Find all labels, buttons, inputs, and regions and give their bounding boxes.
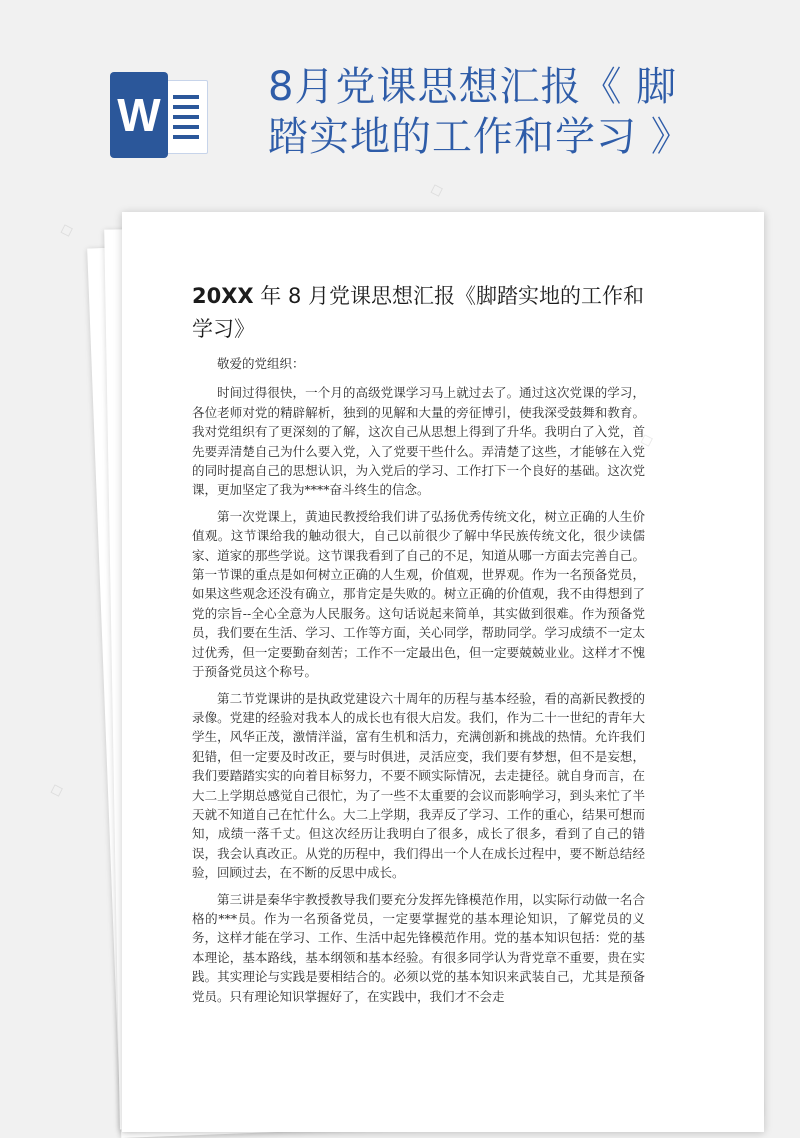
sheet-line bbox=[173, 105, 199, 109]
watermark-mark: ◇ bbox=[637, 428, 656, 452]
sheet-line bbox=[173, 115, 199, 119]
page-title: 8月党课思想汇报《 脚踏实地的工作和学习 》 bbox=[268, 64, 692, 160]
document-body bbox=[192, 354, 645, 1013]
salutation: 敬爱的党组织： bbox=[217, 356, 305, 371]
document-title bbox=[192, 280, 652, 346]
watermark-mark: ◇ bbox=[427, 178, 446, 202]
paragraph: 时间过得很快，一个月的高级党课学习马上就过去了。通过这次党课的学习，各位老师对党的精辟解析，独到的见解和大量的旁征博引，使我深受鼓舞和教育。我对党组织有了更深刻的了解，这次自己从思想上得到了升华。我明白了入党，首先要弄清楚自己为什么要入党，入了党要干些什么。弄清楚了这些，才能够在入党的同时提高自己的思想认识，为入党后的学习、工作打下一个良好的基础。这次党课，更加坚定了我为****奋斗终生的信念。 bbox=[192, 385, 645, 498]
document-page bbox=[122, 212, 764, 1132]
word-document-icon bbox=[110, 72, 210, 158]
watermark-mark: ◇ bbox=[47, 778, 66, 802]
word-badge: W bbox=[110, 72, 168, 158]
sheet-line bbox=[173, 125, 199, 129]
document-title-text: 年 8 月党课思想汇报《脚踏实地的工作和学习》 bbox=[192, 284, 644, 341]
watermark-mark: ◇ bbox=[57, 218, 76, 242]
sheet-line bbox=[173, 95, 199, 99]
sheet-line bbox=[173, 135, 199, 139]
header bbox=[0, 0, 800, 200]
document-title-year: 20XX bbox=[192, 284, 254, 308]
paragraph: 第一次党课上，黄迪民教授给我们讲了弘扬优秀传统文化，树立正确的人生价值观。这节课给我的触动很大，自己以前很少了解中华民族传统文化，很少读儒家、道家的那些学说。这节课我看到了自己的不足，知道从哪一方面去完善自己。第一节课的重点是如何树立正确的人生观，价值观，世界观。作为一名预备党员，如果这些观念还没有确立，那肯定是失败的。树立正确的价值观，我不由得想到了党的宗旨--全心全意为人民服务。这句话说起来简单，其实做到很难。作为预备党员，我们要在生活、学习、工作等方面，关心同学，帮助同学。学习成绩不一定太过优秀，但一定要勤奋刻苦；工作不一定最出色，但一定要兢兢业业。这样才不愧于预备党员这个称号。 bbox=[192, 508, 645, 680]
paragraph: 第三讲是秦华宇教授教导我们要充分发挥先锋模范作用，以实际行动做一名合格的***员。作为一名预备党员，一定要掌握党的基本理论知识，了解党员的义务，这样才能在学习、工作、生活中起先锋模范作用。党的基本知识包括：党的基本理论，基本路线，基本纲领和基本经验。有很多同学认为背党章不重要，贵在实践。其实理论与实践是要相结合的。必须以党的基本知识来武装自己，尤其是预备党员。只有理论知识掌握好了，在实践中，我们才不会走 bbox=[192, 891, 645, 1004]
paragraph: 第二节党课讲的是执政党建设六十周年的历程与基本经验，看的高新民教授的录像。党建的经验对我本人的成长也有很大启发。我们，作为二十一世纪的青年大学生，风华正茂，激情洋溢，富有生机和活力，充满创新和挑战的热情。允许我们犯错，但一定要及时改正，要与时俱进，灵活应变，我们要有梦想，但不是妄想，我们要踏踏实实的向着目标努力，不要不顾实际情况，去走捷径。就自身而言，在大二上学期总感觉自己很忙，为了一些不太重要的会议而影响学习，到头来忙了半天就不知道自己在忙什么。大二上学期，我弄反了学习、工作的重心，结果可想而知，成绩一落千丈。但这次经历让我明白了很多，成长了很多，看到了自己的错误，我会认真改正。从党的历程中，我们得出一个人在成长过程中，要不断总结经验，回顾过去，在不断的反思中成长。 bbox=[192, 690, 645, 881]
